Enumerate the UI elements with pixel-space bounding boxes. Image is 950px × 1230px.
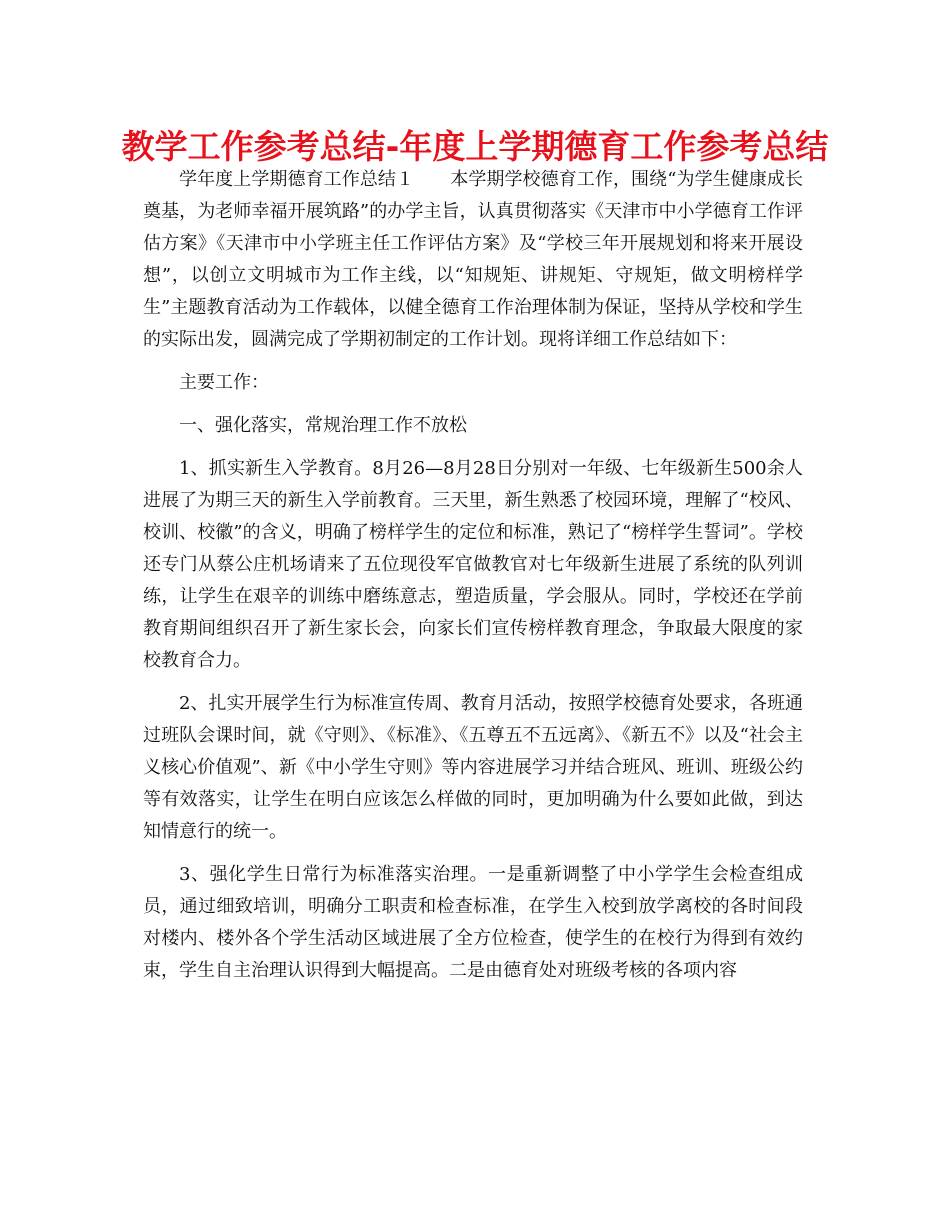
paragraph-section-one: 一、强化落实，常规治理工作不放松: [179, 415, 467, 436]
paragraph-item-3: 3、强化学生日常行为标准落实治理。一是重新调整了中小学学生会检查组成员，通过细致培训，明确分工职责和检查标准，在学生入校到放学离校的各时间段对楼内、楼外各个学生活动区域进展了全方位检查，使学生的在校行为得到有效约束，学生自主治理认识得到大幅提高。二是由德育处对班级考核的各项内容: [143, 864, 803, 981]
paragraph-main-work: 主要工作：: [179, 372, 269, 393]
document-title: 教学工作参考总结-年度上学期德育工作参考总结: [121, 127, 829, 166]
paragraph-item-1: 1、抓实新生入学教育。8月26—8月28日分别对一年级、七年级新生500余人进展了为期三天的新生入学前教育。三天里，新生熟悉了校园环境，理解了“校风、校训、校徽”的含义，明确了榜样学生的定位和标准，熟记了“榜样学生誓词”。学校还专门从蔡公庄机场请来了五位现役军官做教官对七年级新生进展了系统的队列训练，让学生在艰辛的训练中磨练意志，塑造质量，学会服从。同时，学校还在学前教育期间组织召开了新生家长会，向家长们宣传榜样教育理念，争取最大限度的家校教育合力。: [143, 458, 803, 671]
document-body: [143, 164, 803, 987]
paragraph-item-2: 2、扎实开展学生行为标准宣传周、教育月活动，按照学校德育处要求，各班通过班队会课时间，就《守则》、《标准》、《五尊五不五远离》、《新五不》以及“社会主义核心价值观”、新《中小学生守则》等内容进展学习并结合班风、班训、班级公约等有效落实，让学生在明白应该怎么样做的同时，更加明确为什么要如此做，到达知情意行的统一。: [143, 693, 803, 842]
paragraph-intro: 学年度上学期德育工作总结１ 本学期学校德育工作，围绕“为学生健康成长奠基，为老师幸福开展筑路”的办学主旨，认真贯彻落实《天津市中小学德育工作评估方案》《天津市中小学班主任工作评估方案》及“学校三年开展规划和将来开展设想”，以创立文明城市为工作主线，以“知规矩、讲规矩、守规矩，做文明榜样学生”主题教育活动为工作载体，以健全德育工作治理体制为保证，坚持从学校和学生的实际出发，圆满完成了学期初制定的工作计划。现将详细工作总结如下：: [143, 169, 803, 350]
